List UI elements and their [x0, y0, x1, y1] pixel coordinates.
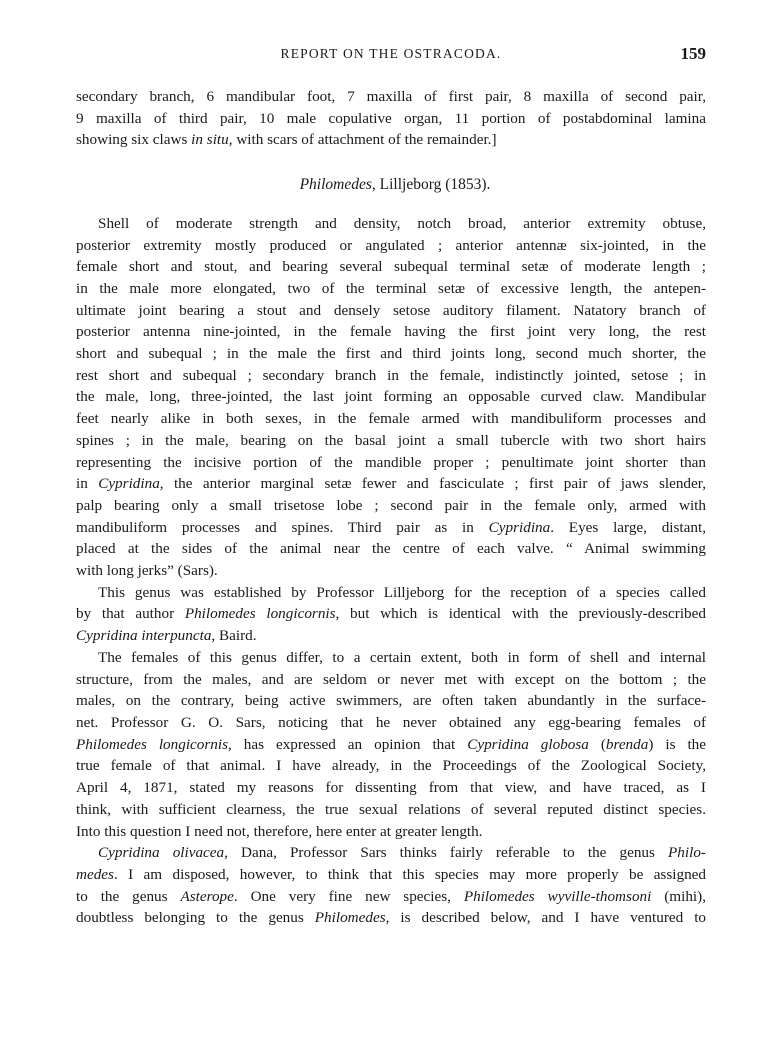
italic-term: Cypridina globosa — [467, 735, 589, 753]
text-line: posterior extremity mostly produced or angulated ; anterior antennæ six-jointed, in the — [76, 236, 706, 254]
running-title: REPORT ON THE OSTRACODA. — [280, 46, 502, 61]
females-paragraph — [76, 647, 706, 842]
italic-term: brenda — [605, 735, 649, 753]
text-line: ultimate joint bearing a stout and densely setose auditory filament. Natatory branch of — [76, 301, 706, 319]
genus-name: Philomedes — [299, 176, 372, 194]
text-line: in the male more elongated, two of the terminal setæ of excessive length, the antepen- — [76, 279, 706, 297]
text-line: to the genus Asterope. One very fine new species, Philomedes wyville-thomsoni (mihi), — [76, 887, 706, 905]
genus-heading — [76, 174, 706, 196]
text-line: The females of this genus differ, to a certain extent, both in form of shell and internal — [98, 648, 706, 666]
text-line: the male, long, three-jointed, the last joint forming an opposable curved claw. Mandibular — [76, 388, 706, 406]
text-line: April 4, 1871, stated my reasons for dissenting from that view, and have traced, as I — [76, 779, 706, 797]
italic-term: Philo- — [668, 844, 706, 862]
page-number: 159 — [680, 44, 706, 63]
genus-description-paragraph — [76, 213, 706, 582]
italic-term: Cypridina interpuncta — [76, 627, 212, 645]
text-line: placed at the sides of the animal near the centre of each valve. “ Animal swimming — [76, 540, 706, 558]
text-line: net. Professor G. O. Sars, noticing that he never obtained any egg-bearing females of — [76, 713, 706, 731]
text-line: true female of that animal. I have already, in the Proceedings of the Zoological Society, — [76, 757, 706, 775]
text-line: Shell of moderate strength and density, notch broad, anterior extremity obtuse, — [98, 214, 706, 232]
text-line: This genus was established by Professor Lilljeborg for the reception of a species called — [98, 583, 706, 601]
text-line: Cypridina interpuncta, Baird. — [76, 627, 257, 645]
figure-explanation-continuation — [76, 86, 706, 151]
text-line: secondary branch, 6 mandibular foot, 7 maxilla of first pair, 8 maxilla of second pair, — [76, 88, 706, 105]
text-line: structure, from the males, and are seldom or never met with except on the bottom ; the — [76, 670, 706, 688]
text-line: short and subequal ; in the male the first and third joints long, second much shorter, the — [76, 345, 706, 363]
text-line: palp bearing only a small trisetose lobe ; second pair in the female only, armed with — [76, 496, 706, 514]
body-text — [76, 86, 706, 929]
text-line: 9 maxilla of third pair, 10 male copulative organ, 11 portion of postabdominal lamina — [76, 109, 706, 127]
text-line: with long jerks” (Sars). — [76, 562, 218, 580]
italic-term: Asterope — [180, 887, 234, 905]
text-line: doubtless belonging to the genus Philomedes, is described below, and I have ventured to — [76, 909, 707, 927]
italic-term: Philomedes longicornis — [184, 605, 336, 623]
text-line: males, on the contrary, being active swimmers, are often taken abundantly in the surface- — [76, 692, 706, 710]
text-line: Philomedes longicornis, has expressed an opinion that Cypridina globosa (brenda) is the — [76, 735, 706, 753]
text-line: by that author Philomedes longicornis, but which is identical with the previously-described — [76, 605, 706, 623]
italic-term: Philomedes longicornis — [76, 735, 229, 753]
italic-term: Philomedes — [314, 909, 386, 927]
text-line: representing the incisive portion of the mandible proper ; penultimate joint shorter than — [76, 453, 706, 471]
text-line: female short and stout, and bearing several subequal terminal setæ of moderate length ; — [76, 258, 706, 276]
text-line: medes. I am disposed, however, to think that this species may more properly be assigned — [76, 865, 706, 883]
genus-authority: , Lilljeborg (1853). — [371, 176, 491, 194]
olivacea-paragraph — [76, 842, 706, 929]
italic-term: medes — [76, 865, 114, 883]
text-line: Into this question I need not, therefore, here enter at greater length. — [76, 822, 483, 840]
text-line: showing six claws in situ, with scars of attachment of the remainder.] — [76, 131, 497, 149]
text-line: spines ; in the male, bearing on the basal joint a small tubercle with two short hairs — [76, 431, 706, 449]
text-line: feet nearly alike in both sexes, in the female armed with mandibuliform processes and — [76, 410, 706, 428]
text-line: Cypridina olivacea, Dana, Professor Sars thinks fairly referable to the genus Philo- — [98, 844, 706, 862]
italic-term: Cypridina olivacea — [98, 844, 225, 862]
text-line: posterior antenna nine-jointed, in the female having the first joint very long, the rest — [76, 323, 706, 341]
text-line: mandibuliform processes and spines. Third pair as in Cypridina. Eyes large, distant, — [76, 518, 706, 536]
italic-term: Philomedes wyville-thomsoni — [463, 887, 652, 905]
establishment-paragraph — [76, 582, 706, 647]
italic-term: Cypridina — [98, 475, 160, 493]
text-line: in Cypridina, the anterior marginal setæ fewer and fasciculate ; first pair of jaws slender, — [76, 475, 706, 493]
italic-term: Cypridina — [488, 518, 551, 536]
italic-term: in situ — [191, 131, 229, 149]
text-line: think, with sufficient clearness, the true sexual relations of several reputed distinct species. — [76, 800, 706, 818]
text-line: rest short and subequal ; secondary branch in the female, indistinctly jointed, setose ; in — [76, 366, 706, 384]
running-head — [76, 44, 706, 66]
